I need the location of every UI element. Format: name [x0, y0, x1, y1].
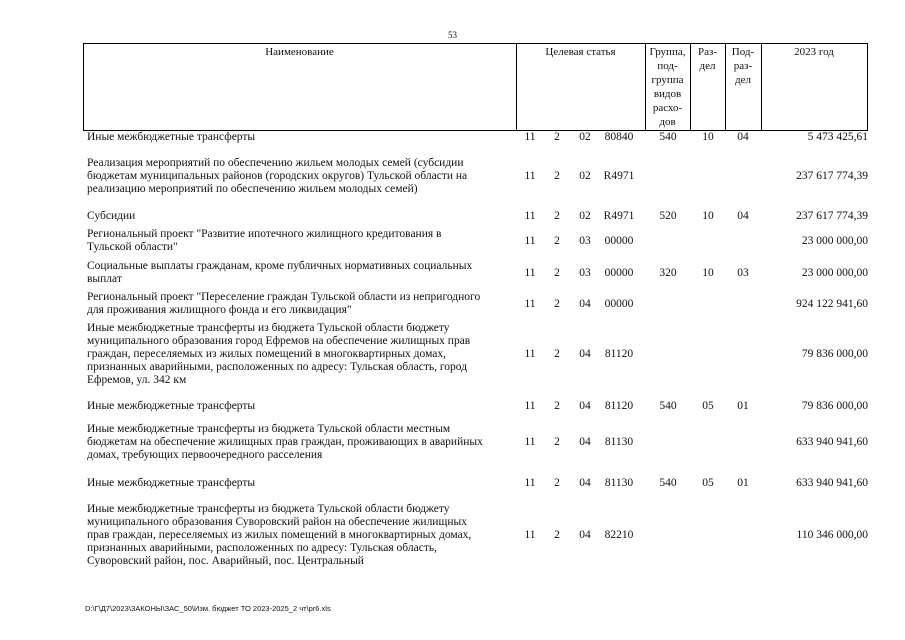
header-name: Наименование — [265, 46, 334, 58]
row-group: 520 — [659, 210, 677, 222]
header-subsection: Под- раз- дел — [731, 46, 755, 86]
row-name — [87, 228, 517, 254]
row-section: 05 — [702, 477, 714, 489]
row-name — [87, 322, 517, 387]
row-name-line: выплат — [87, 273, 122, 285]
row-a: 11 — [524, 348, 536, 360]
row-a: 11 — [524, 266, 536, 279]
row-amount: 633 940 941,60 — [796, 436, 868, 448]
row-d: R4971 — [603, 210, 635, 222]
row-name — [87, 423, 517, 462]
row-b: 2 — [554, 477, 560, 489]
table-row — [0, 423, 905, 462]
file-path-footer: D:\Г\Д7\2023\ЗАКОНЫ\ЗАС_50\Изм. бюджет ТО 2023-2025_2 чт\pr6.xls — [85, 604, 331, 613]
row-section: 10 — [702, 131, 714, 143]
row-a: 11 — [524, 210, 536, 222]
row-subsection: 04 — [737, 131, 749, 143]
row-b: 2 — [554, 348, 560, 360]
row-section: 05 — [702, 400, 714, 412]
row-name-line: бюджетам на обеспечение жилищных прав граждан, проживающих в аварийных — [87, 436, 483, 448]
row-name-line: Региональный проект "Развитие ипотечного жилищного кредитования в — [87, 228, 442, 240]
row-name-line: муниципального образования город Ефремов на обеспечение жилищных прав — [87, 335, 471, 347]
table-row — [0, 260, 905, 286]
table-row — [0, 210, 905, 223]
row-name-line: прав граждан, переселяемых из жилых помещений в многоквартирных домах, — [87, 529, 472, 541]
row-name-line: Ефремов, ул. 342 км — [87, 374, 187, 386]
row-name-line: Иные межбюджетные трансферты из бюджета Тульской области бюджету — [87, 503, 450, 515]
row-name-line: Иные межбюджетные трансферты — [87, 131, 256, 143]
row-group: 320 — [659, 266, 677, 279]
row-name-line: Иные межбюджетные трансферты из бюджета Тульской области местным — [87, 423, 451, 435]
row-b: 2 — [554, 297, 560, 310]
table-row — [0, 322, 905, 387]
header-target-article: Целевая статья — [545, 46, 616, 58]
row-a: 11 — [524, 234, 536, 247]
row-a: 11 — [524, 436, 536, 448]
row-subsection: 01 — [737, 400, 749, 412]
header-year: 2023 год — [794, 46, 834, 58]
row-b: 2 — [554, 170, 560, 182]
row-b: 2 — [554, 400, 560, 412]
row-name-line: муниципального образования Суворовский район на обеспечение жилищных — [87, 516, 467, 528]
row-name — [87, 400, 517, 413]
row-b: 2 — [554, 234, 560, 247]
row-a: 11 — [524, 529, 536, 541]
row-c: 04 — [579, 477, 591, 489]
row-amount: 633 940 941,60 — [796, 477, 868, 489]
row-d: 81120 — [604, 400, 634, 412]
row-a: 11 — [524, 400, 536, 412]
row-b: 2 — [554, 266, 560, 279]
row-c: 04 — [579, 297, 591, 310]
row-group: 540 — [659, 131, 677, 143]
row-name-line: бюджетам муниципальных районов (городских округов) Тульской области на — [87, 170, 468, 182]
table-row — [0, 503, 905, 568]
row-a: 11 — [524, 297, 536, 310]
row-name-line: Региональный проект "Переселение граждан Тульской области из непригодного — [87, 291, 481, 303]
row-a: 11 — [524, 170, 536, 182]
table-row — [0, 291, 905, 317]
table-row — [0, 157, 905, 196]
header-section: Раз- дел — [697, 46, 717, 72]
row-subsection: 04 — [737, 210, 749, 222]
row-name-line: признанных аварийными, расположенных по адресу: Тульская область, город — [87, 361, 468, 373]
row-c: 02 — [579, 131, 591, 143]
row-c: 03 — [579, 234, 591, 247]
row-d: 80840 — [604, 131, 634, 143]
row-c: 04 — [579, 529, 591, 541]
row-c: 02 — [579, 170, 591, 182]
header-divider — [867, 43, 868, 130]
row-c: 04 — [579, 400, 591, 412]
row-name — [87, 291, 517, 317]
row-name — [87, 260, 517, 286]
row-name-line: Иные межбюджетные трансферты из бюджета Тульской области бюджету — [87, 322, 450, 334]
row-name-line: Иные межбюджетные трансферты — [87, 477, 256, 489]
row-d: R4971 — [603, 170, 635, 182]
row-group: 540 — [659, 477, 677, 489]
row-d: 00000 — [604, 266, 634, 279]
row-d: 00000 — [604, 234, 634, 247]
row-amount: 924 122 941,60 — [796, 297, 868, 310]
row-name-line: Социальные выплаты гражданам, кроме публичных нормативных социальных — [87, 260, 473, 272]
row-amount: 237 617 774,39 — [796, 210, 868, 222]
table-row — [0, 228, 905, 254]
row-name-line: граждан, переселяемых из жилых помещений в многоквартирных домах, — [87, 348, 446, 360]
row-name-line: Иные межбюджетные трансферты — [87, 400, 256, 412]
row-amount: 79 836 000,00 — [801, 348, 868, 360]
row-amount: 23 000 000,00 — [801, 266, 868, 279]
row-amount: 110 346 000,00 — [796, 529, 868, 541]
row-d: 82210 — [604, 529, 634, 541]
row-d: 00000 — [604, 297, 634, 310]
row-a: 11 — [524, 477, 536, 489]
row-subsection: 01 — [737, 477, 749, 489]
row-amount: 79 836 000,00 — [801, 400, 868, 412]
row-name — [87, 503, 517, 568]
row-group: 540 — [659, 400, 677, 412]
row-name — [87, 157, 517, 196]
row-section: 10 — [702, 210, 714, 222]
table-row — [0, 400, 905, 413]
row-b: 2 — [554, 210, 560, 222]
row-d: 81130 — [604, 477, 634, 489]
row-amount: 5 473 425,61 — [807, 131, 868, 143]
row-name-line: Реализация мероприятий по обеспечению жильем молодых семей (субсидии — [87, 157, 464, 169]
row-name-line: Суворовский район, пос. Аварийный, пос. Центральный — [87, 555, 364, 567]
row-name — [87, 210, 517, 223]
page-number: 53 — [448, 30, 457, 40]
table-row — [0, 131, 905, 144]
header-top-border — [83, 43, 868, 44]
row-name-line: домах, требующих первоочередного расселения — [87, 449, 323, 461]
row-subsection: 03 — [737, 266, 749, 279]
row-name-line: признанных аварийными, расположенных по адресу: Тульская область, — [87, 542, 437, 554]
row-d: 81120 — [604, 348, 634, 360]
row-c: 04 — [579, 348, 591, 360]
row-name-line: Тульской области" — [87, 241, 178, 253]
row-section: 10 — [702, 266, 714, 279]
row-amount: 23 000 000,00 — [801, 234, 868, 247]
row-c: 03 — [579, 266, 591, 279]
row-b: 2 — [554, 529, 560, 541]
row-a: 11 — [524, 131, 536, 143]
header-group: Группа, под- группа видов расхо- дов — [649, 46, 686, 128]
row-c: 02 — [579, 210, 591, 222]
row-b: 2 — [554, 131, 560, 143]
row-name-line: Субсидии — [87, 210, 136, 222]
row-b: 2 — [554, 436, 560, 448]
row-c: 04 — [579, 436, 591, 448]
table-row — [0, 477, 905, 490]
row-name-line: реализацию мероприятий по обеспечению жильем молодых семей) — [87, 183, 418, 195]
row-d: 81130 — [604, 436, 634, 448]
row-name — [87, 477, 517, 490]
row-name-line: для проживания жилищного фонда и его ликвидация" — [87, 304, 352, 316]
row-amount: 237 617 774,39 — [796, 170, 868, 182]
row-name — [87, 131, 517, 144]
